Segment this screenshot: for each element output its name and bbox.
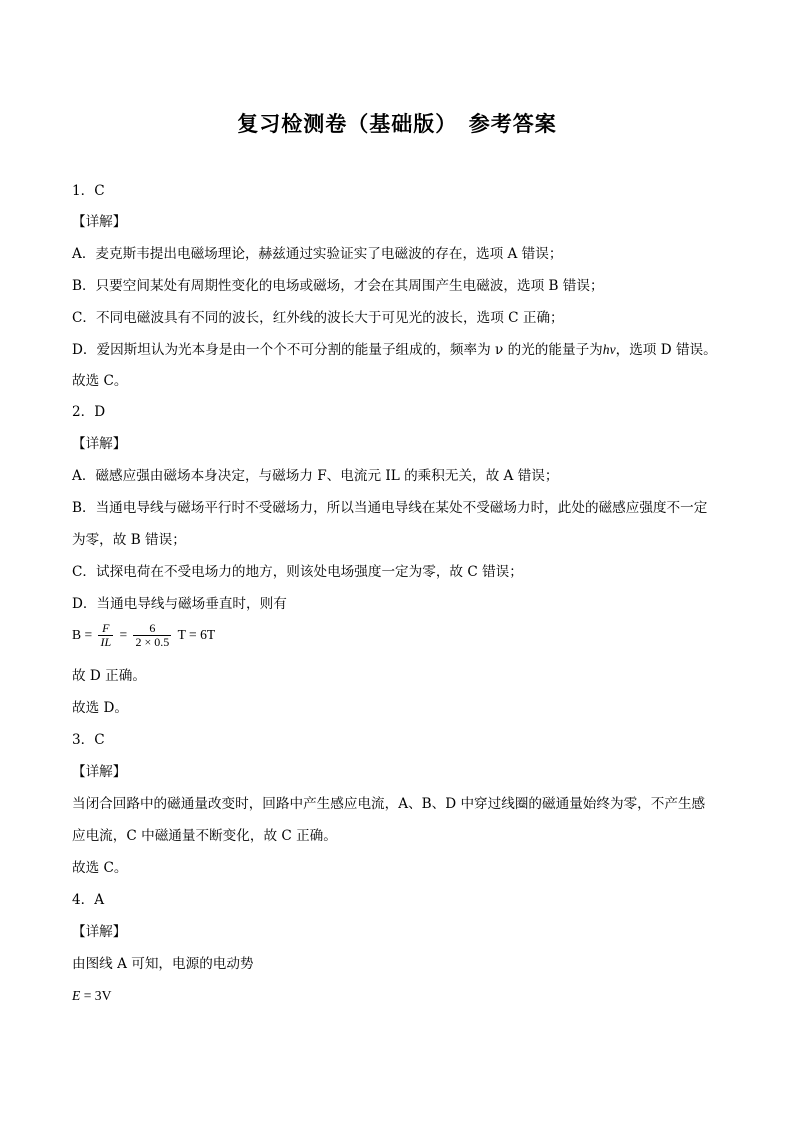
q3-conclusion: 故选 C。 <box>72 860 128 876</box>
q4-text: 由图线 A 可知，电源的电动势 <box>72 956 254 972</box>
q4-eq-var: E <box>72 988 81 1003</box>
eq-fraction-1-denominator: IL <box>100 635 112 649</box>
q3-text-line2: 应电流，C 中磁通量不断变化，故 C 正确。 <box>72 828 337 844</box>
q3-detail-label: 【详解】 <box>72 764 127 780</box>
q2-equation <box>72 622 215 649</box>
q4-eq-rest: = 3V <box>80 988 112 1003</box>
q3-answer: 3．C <box>72 732 105 748</box>
q2-option-b-line2: 为零，故 B 错误； <box>72 532 186 548</box>
eq-lhs: B = <box>72 627 93 642</box>
eq-fraction-2 <box>133 622 171 649</box>
eq-rhs: T = 6T <box>177 627 216 642</box>
q1-option-c: C．不同电磁波具有不同的波长，红外线的波长大于可见光的波长，选项 C 正确； <box>72 310 564 326</box>
q1-option-d <box>72 340 717 360</box>
eq-equals: = <box>119 627 128 642</box>
q1-option-d-pre: D．爱因斯坦认为光本身是由一个个不可分割的能量子组成的，频率为 ν 的光的能量子为 <box>72 342 603 358</box>
q2-correct: 故 D 正确。 <box>72 668 146 684</box>
q1-option-d-hv: hν <box>602 342 616 357</box>
q1-option-b: B．只要空间某处有周期性变化的电场或磁场，才会在其周围产生电磁波，选项 B 错误； <box>72 278 604 294</box>
q2-option-b-line1: B．当通电导线与磁场平行时不受磁场力，所以当通电导线在某处不受磁场力时，此处的磁感应强度不一定 <box>72 500 708 516</box>
page-title: 复习检测卷（基础版） 参考答案 <box>237 112 557 136</box>
q1-option-a: A．麦克斯韦提出电磁场理论，赫兹通过实验证实了电磁波的存在，选项 A 错误； <box>72 246 563 262</box>
q4-equation <box>72 986 111 1006</box>
q2-option-c: C．试探电荷在不受电场力的地方，则该处电场强度一定为零，故 C 错误； <box>72 564 523 580</box>
eq-fraction-2-denominator: 2 × 0.5 <box>135 635 170 649</box>
q2-option-a: A．磁感应强由磁场本身决定，与磁场力 F、电流元 IL 的乘积无关，故 A 错误； <box>72 468 559 484</box>
q2-answer: 2．D <box>72 404 106 420</box>
q1-conclusion: 故选 C。 <box>72 373 128 389</box>
eq-fraction-1 <box>98 622 113 649</box>
q2-option-d: D．当通电导线与磁场垂直时，则有 <box>72 596 287 612</box>
q3-text-line1: 当闭合回路中的磁通量改变时，回路中产生感应电流，A、B、D 中穿过线圈的磁通量始终为零，不产生感 <box>72 796 706 812</box>
q2-detail-label: 【详解】 <box>72 436 127 452</box>
q4-detail-label: 【详解】 <box>72 924 127 940</box>
q1-answer: 1．C <box>72 183 105 199</box>
q4-answer: 4．A <box>72 892 105 908</box>
q1-option-d-post: ，选项 D 错误。 <box>615 342 717 358</box>
q1-detail-label: 【详解】 <box>72 214 127 230</box>
q2-conclusion: 故选 D。 <box>72 700 129 716</box>
eq-fraction-1-numerator: F <box>98 622 113 636</box>
eq-fraction-2-numerator: 6 <box>133 622 171 636</box>
